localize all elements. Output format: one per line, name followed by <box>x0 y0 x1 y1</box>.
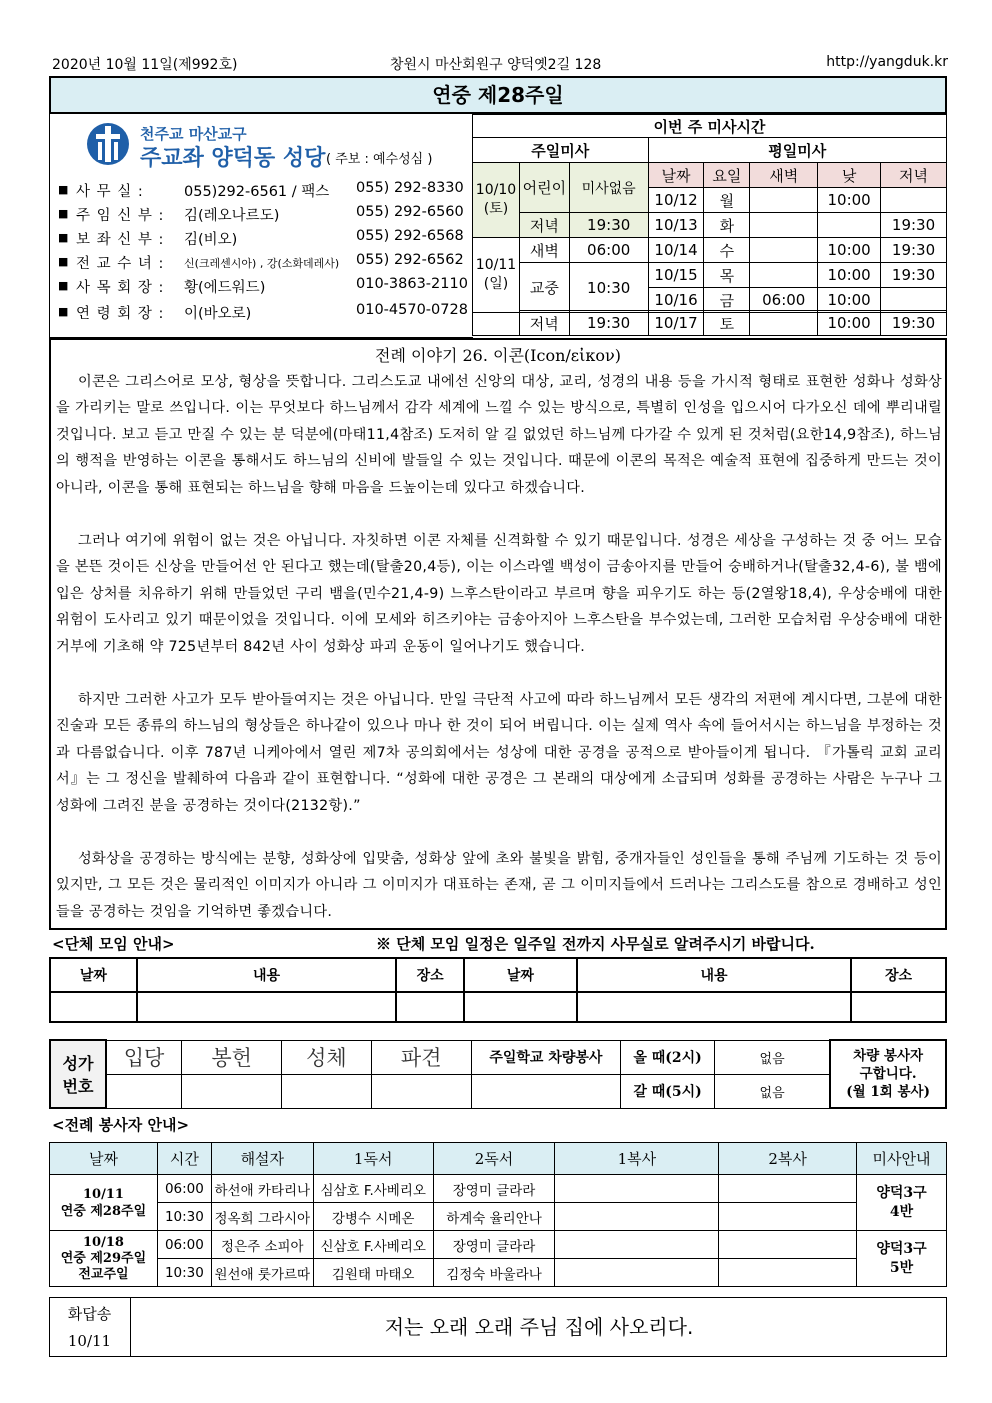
col-header: 날짜 <box>464 958 577 992</box>
diocese-name: 천주교 마산교구 <box>140 125 247 143</box>
weekday-dawn <box>750 311 818 336</box>
staff-name: 055)292-6561 / 팩스 <box>184 184 330 200</box>
bus-return-label: 갈 때(5시) <box>621 1074 715 1108</box>
staff-role: 사 무 실 : <box>76 184 144 200</box>
weekday-day: 토 <box>704 311 750 336</box>
hymn-label: 성가 번호 <box>50 1040 106 1108</box>
mass-time: 19:30 <box>569 213 648 238</box>
staff-row <box>58 228 468 252</box>
server-altar2 <box>719 1259 857 1287</box>
server-altar1 <box>555 1175 719 1203</box>
weekday-col-header: 날짜 <box>648 163 704 188</box>
server-altar2 <box>719 1203 857 1231</box>
staff-row <box>58 302 468 326</box>
hymn-number-cell <box>106 1074 182 1108</box>
story-title: 전례 이야기 26. 이콘(Icon/εἰκον) <box>375 346 621 365</box>
bullet-icon: ■ <box>58 207 69 220</box>
weekday-noon: 10:00 <box>818 311 881 336</box>
server-reader2: 하계숙 율리안나 <box>433 1203 555 1231</box>
mass-time: 10:30 <box>569 263 648 313</box>
col-header: 장소 <box>396 958 464 992</box>
weekday-day: 수 <box>704 238 750 263</box>
weekday-day: 금 <box>704 288 750 313</box>
col-header: 2독서 <box>433 1143 555 1175</box>
weekday-col-header: 저녁 <box>881 163 947 188</box>
bullet-icon: ■ <box>58 279 69 292</box>
server-altar1 <box>555 1231 719 1259</box>
bullet-icon: ■ <box>58 231 69 244</box>
weekday-evening: 19:30 <box>881 311 947 336</box>
page-title: 연중 제28주일 <box>49 76 947 114</box>
server-commentator: 정은주 소피아 <box>211 1231 313 1259</box>
table-cell <box>577 992 851 1022</box>
table-cell <box>137 992 396 1022</box>
col-header: 내용 <box>577 958 851 992</box>
table-cell <box>851 992 946 1022</box>
staff-phone: 010-4570-0728 <box>356 302 468 318</box>
church-address: 창원시 마산회원구 양덕옛2길 128 <box>390 57 602 73</box>
col-header: 2복사 <box>719 1143 857 1175</box>
hymn-col-recessional: 파견 <box>371 1040 471 1074</box>
volunteer-notice: 차량 봉사자 구합니다. (월 1회 봉사) <box>830 1040 946 1108</box>
weekday-dawn <box>750 213 818 238</box>
mass-time: 19:30 <box>569 311 648 336</box>
col-header: 날짜 <box>50 958 137 992</box>
weekday-evening: 19:30 <box>881 213 947 238</box>
table-cell <box>396 992 464 1022</box>
server-altar1 <box>555 1259 719 1287</box>
issue-date: 2020년 10월 11일(제992호) <box>52 57 238 73</box>
weekday-date: 10/17 <box>648 311 704 336</box>
staff-role: 주 임 신 부 : <box>76 208 165 224</box>
weekday-noon <box>818 213 881 238</box>
server-reader1: 강병수 시메온 <box>313 1203 433 1231</box>
liturgy-servers-table <box>49 1142 947 1287</box>
hymn-number-cell <box>182 1074 282 1108</box>
hymn-number-table <box>49 1039 947 1109</box>
server-reader1: 심삼호 F.사베리오 <box>313 1175 433 1203</box>
weekday-noon: 10:00 <box>818 288 881 313</box>
weekday-noon: 10:00 <box>818 238 881 263</box>
server-commentator: 원선애 룻가르따 <box>211 1259 313 1287</box>
issue-header-line <box>52 52 948 74</box>
weekday-date: 10/13 <box>648 213 704 238</box>
mass-type: 저녁 <box>519 311 569 336</box>
weekday-date: 10/15 <box>648 263 704 288</box>
psalm-label: 화답송 <box>67 1305 112 1323</box>
weekday-dawn: 06:00 <box>750 288 818 313</box>
server-commentator: 하선애 카타리나 <box>211 1175 313 1203</box>
mass-schedule-table <box>472 114 947 313</box>
hymn-col-entrance: 입당 <box>106 1040 182 1074</box>
mass-type: 교중 <box>519 263 569 313</box>
weekday-evening <box>881 288 947 313</box>
patron-saint: ( 주보 : 예수성심 ) <box>326 152 433 167</box>
church-cross-icon <box>86 122 130 166</box>
weekday-date: 10/14 <box>648 238 704 263</box>
story-paragraph: 성화상을 공경하는 방식에는 분향, 성화상에 입맞춤, 성화상 앞에 초와 불빛을 밝힘, 중개자들인 성인들을 통해 주님께 기도하는 것 등이 있지만, 그 모든 것은 물리적인 이미지가 아니라 그 이미지가 대표하는 존재, 곧 그 이미지들에서 드러나는 그리스도를 참으로 경배하고 성인들을 공경하는 것임을 기억하면 좋겠습니다. <box>56 851 942 920</box>
weekday-evening: 19:30 <box>881 263 947 288</box>
staff-role: 보 좌 신 부 : <box>76 232 165 248</box>
weekday-mass-heading: 평일미사 <box>648 138 946 163</box>
col-header: 1독서 <box>313 1143 433 1175</box>
server-reader2: 장영미 글라라 <box>433 1231 555 1259</box>
server-reader2: 김정숙 바울라나 <box>433 1259 555 1287</box>
weekday-col-header: 새벽 <box>750 163 818 188</box>
server-time: 06:00 <box>157 1231 211 1259</box>
server-altar2 <box>719 1175 857 1203</box>
staff-row <box>58 180 468 204</box>
hymn-col-offertory: 봉헌 <box>182 1040 282 1074</box>
weekday-day: 월 <box>704 188 750 213</box>
weekday-evening <box>881 188 947 213</box>
mass-schedule-table-tail <box>472 310 947 336</box>
bus-go-value: 없음 <box>715 1040 831 1074</box>
weekday-day: 화 <box>704 213 750 238</box>
church-name: 주교좌 양덕동 성당 <box>140 146 326 171</box>
bullet-icon: ■ <box>58 305 69 318</box>
weekday-col-header: 낮 <box>818 163 881 188</box>
staff-phone: 055) 292-8330 <box>356 180 464 196</box>
staff-role: 사 목 회 장 : <box>76 280 165 296</box>
hymn-number-cell <box>282 1074 372 1108</box>
weekday-evening: 19:30 <box>881 238 947 263</box>
mass-guide: 양덕3구 4반 <box>857 1175 947 1231</box>
hymn-number-cell <box>371 1074 471 1108</box>
story-paragraph: 하지만 그러한 사고가 모두 받아들여지는 것은 아닙니다. 만일 극단적 사고에 따라 하느님께서 모든 생각의 저편에 계시다면, 그분에 대한 진술과 모든 종류의 하느님의 형상들은 하나같이 있으나 마나 한 것이 되어 버립니다. 이는 실제 역사 속에 들어서시는 하느님을 부정하는 것과 다름없습니다. 이후 787년 니케아에서 열린 제7차 공의회에서는 성상에 대한 공경을 공적으로 받아들이게 됩니다. 『가톨릭 교회 교리서』는 그 정신을 발췌하여 다음과 같이 표현합니다. “성화에 대한 공경은 그 본래의 대상에게 소급되며 성화를 공경하는 사람은 누구나 그 성화에 그려진 분을 공경하는 것이다(2132항).” <box>56 692 942 814</box>
col-header: 장소 <box>851 958 946 992</box>
server-reader1: 신삼호 F.사베리오 <box>313 1231 433 1259</box>
server-date: 10/18 연중 제29주일 전교주일 <box>50 1231 158 1287</box>
server-altar2 <box>719 1231 857 1259</box>
staff-role: 연 령 회 장 : <box>76 306 165 322</box>
staff-row <box>58 204 468 228</box>
staff-phone: 055) 292-6560 <box>356 204 464 220</box>
sunday-date: 10/11 (일) <box>473 238 520 313</box>
staff-role: 전 교 수 녀 : <box>76 256 165 272</box>
staff-name: 김(비오) <box>184 232 238 248</box>
weekday-dawn <box>750 263 818 288</box>
server-date: 10/11 연중 제28주일 <box>50 1175 158 1231</box>
weekday-date: 10/12 <box>648 188 704 213</box>
server-time: 10:30 <box>157 1259 211 1287</box>
mass-type: 새벽 <box>519 238 569 263</box>
mass-guide: 양덕3구 5반 <box>857 1231 947 1287</box>
col-header: 내용 <box>137 958 396 992</box>
bullet-icon: ■ <box>58 183 69 196</box>
staff-name: 신(크레센시아) , 강(소화데레사) <box>184 257 340 270</box>
col-header: 해설자 <box>211 1143 313 1175</box>
mass-time: 미사없음 <box>569 163 648 213</box>
server-commentator: 정옥희 그라시아 <box>211 1203 313 1231</box>
staff-name: 황(에드워드) <box>184 280 266 296</box>
bus-service-label: 주일학교 차량봉사 <box>471 1040 621 1074</box>
server-reader2: 장영미 글라라 <box>433 1175 555 1203</box>
group-meeting-table <box>49 957 947 1023</box>
mass-type: 저녁 <box>519 213 569 238</box>
story-paragraph: 이콘은 그리스어로 모상, 형상을 뜻합니다. 그리스도교 내에선 신앙의 대상, 교리, 성경의 내용 등을 가시적 형태로 표현한 성화나 성화상을 가리키는 말로 쓰입니다. 이는 무엇보다 하느님께서 감각 세계에 느낄 수 있는 방식으로, 특별히 인성을 입으시어 다가오신 데에 뿌리내릴 것입니다. 보고 듣고 만질 수 있는 분 덕분에(마태11,4참조) 도저히 알 길 없었던 하느님께 다가갈 수 있게 된 것처럼(요한14,9참조), 하느님의 행적을 반영하는 이콘을 통해서도 하느님의 신비에 발들일 수 있는 것입니다. 때문에 이콘의 목적은 예술적 표현에 집중하게 만드는 것이 아니라, 이콘을 통해 표현되는 하느님을 향해 마음을 드높이는데 있다고 하겠습니다. <box>56 374 942 496</box>
server-reader1: 김원태 마태오 <box>313 1259 433 1287</box>
weekday-noon: 10:00 <box>818 263 881 288</box>
weekday-date: 10/16 <box>648 288 704 313</box>
staff-name: 김(레오나르도) <box>184 208 280 224</box>
group-notice: ※ 단체 모임 일정은 일주일 전까지 사무실로 알려주시기 바랍니다. <box>376 935 815 953</box>
staff-phone: 010-3863-2110 <box>356 276 468 292</box>
weekday-dawn <box>750 188 818 213</box>
psalm-date: 10/11 <box>67 1332 112 1350</box>
staff-name: 이(바오로) <box>184 306 252 322</box>
server-altar1 <box>555 1203 719 1231</box>
col-header: 1복사 <box>555 1143 719 1175</box>
col-header: 시간 <box>157 1143 211 1175</box>
table-cell <box>50 992 137 1022</box>
story-paragraph: 그러나 여기에 위험이 없는 것은 아닙니다. 자칫하면 이콘 자체를 신격화할 수 있기 때문입니다. 성경은 세상을 구성하는 것 중 어느 모습을 본뜬 것이든 신상을 만들어선 안 된다고 했는데(탈출20,4등), 이는 이스라엘 백성이 금송아지를 만들어 숭배하거나(탈출32,4-6), 불 뱀에 입은 상처를 치유하기 위해 만들었던 구리 뱀을(민수21,4-9) 느후스탄이라고 부르며 향을 피우기도 하는 등(2열왕18,4), 우상숭배에 대한 위험이 도사리고 있기 때문이었을 것입니다. 이에 모세와 히즈키야는 금송아지아 느후스탄을 부수었는데, 그러한 모습처럼 우상숭배에 대한 거부에 기초해 약 725년부터 842년 사이 성화상 파괴 운동이 일어나기도 했습니다. <box>56 533 942 655</box>
bus-return-value: 없음 <box>715 1074 831 1108</box>
psalm-text: 저는 오래 오래 주님 집에 사오리다. <box>384 1315 694 1339</box>
weekday-dawn <box>750 238 818 263</box>
mass-time: 06:00 <box>569 238 648 263</box>
bus-empty-cell <box>471 1074 621 1108</box>
col-header: 미사안내 <box>857 1143 947 1175</box>
staff-phone: 055) 292-6562 <box>356 252 464 268</box>
staff-row <box>58 252 468 276</box>
servers-section-title: <전례 봉사자 안내> <box>52 1116 190 1134</box>
server-time: 06:00 <box>157 1175 211 1203</box>
bus-go-label: 올 때(2시) <box>621 1040 715 1074</box>
mass-heading: 이번 주 미사시간 <box>473 115 947 138</box>
weekday-col-header: 요일 <box>704 163 750 188</box>
staff-phone: 055) 292-6568 <box>356 228 464 244</box>
col-header: 날짜 <box>50 1143 158 1175</box>
weekday-noon: 10:00 <box>818 188 881 213</box>
server-time: 10:30 <box>157 1203 211 1231</box>
website-link[interactable]: http://yangduk.kr <box>826 54 948 70</box>
saturday-date: 10/10 (토) <box>473 163 520 238</box>
mass-type: 어린이 <box>519 163 569 213</box>
table-cell <box>464 992 577 1022</box>
sunday-mass-heading: 주일미사 <box>473 138 649 163</box>
psalm-label-cell <box>49 1297 131 1357</box>
group-section-title: <단체 모임 안내> <box>52 935 175 953</box>
bullet-icon: ■ <box>58 255 69 268</box>
weekday-day: 목 <box>704 263 750 288</box>
staff-row <box>58 276 468 300</box>
hymn-col-communion: 성체 <box>282 1040 372 1074</box>
